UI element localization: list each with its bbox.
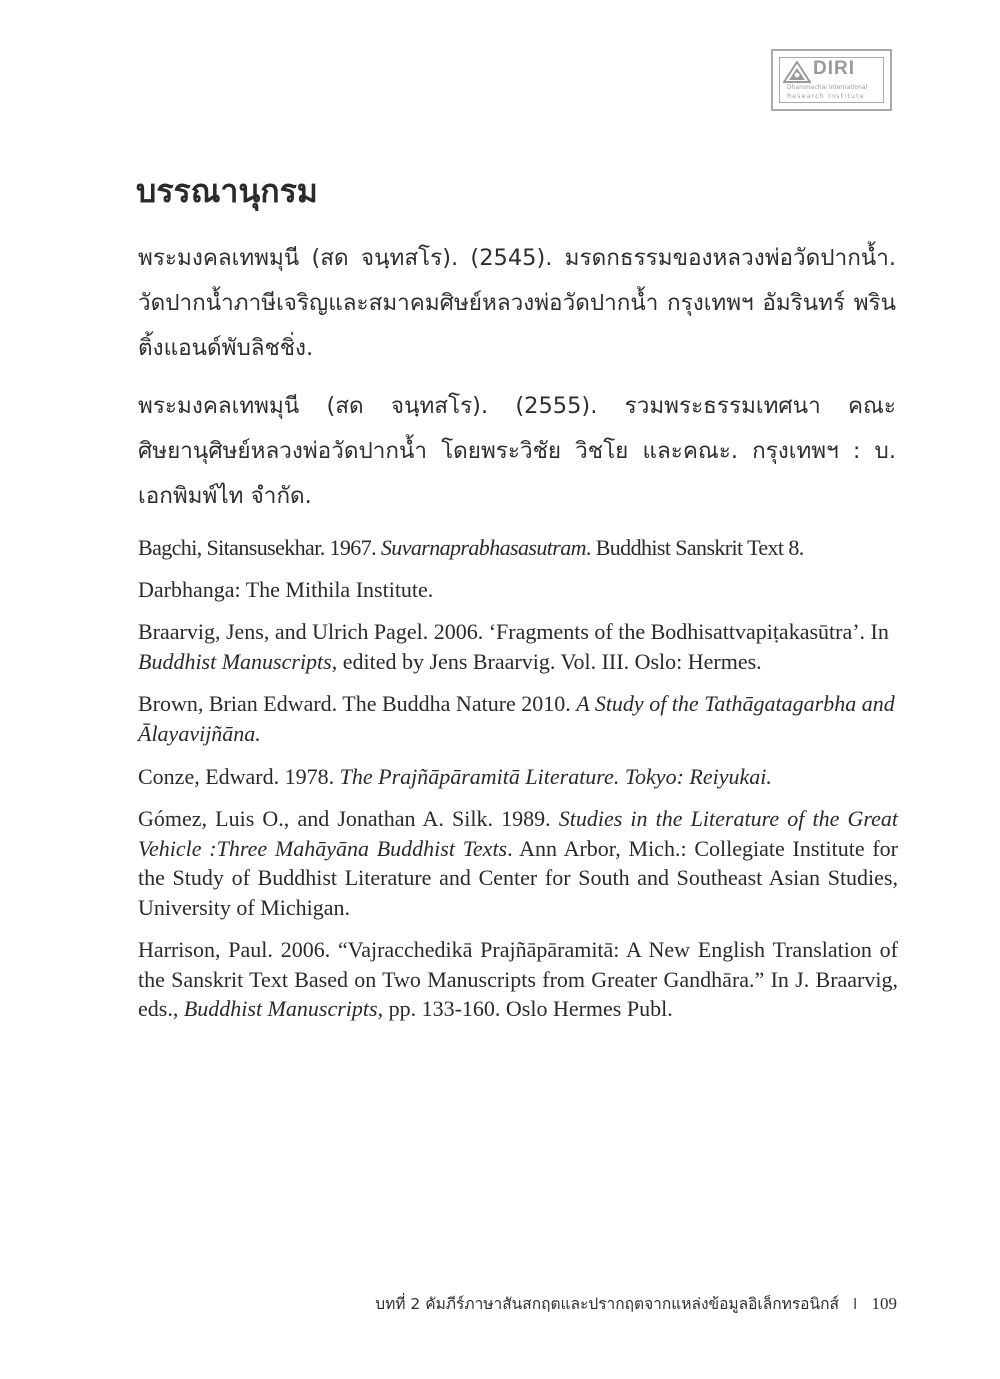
reference-harrison bbox=[138, 935, 898, 1024]
logo-line-2: Research Institute bbox=[787, 93, 865, 100]
reference-text: Conze, Edward. 1978. bbox=[138, 764, 340, 789]
footer-separator: I bbox=[852, 1295, 858, 1313]
reference-gomez bbox=[138, 804, 898, 922]
thai-reference-1: พระมงคลเทพมุนี (สด จนฺทสโร). (2545). มรดกธรรมของหลวงพ่อวัดปากน้ำ. วัดปากน้ำภาษีเจริญและสมาคมศิษย์หลวงพ่อวัดปากน้ำ กรุงเทพฯ อัมรินทร์ พรินติ้งแอนด์พับลิชชิ่ง. bbox=[138, 245, 896, 361]
reference-conze bbox=[138, 762, 898, 792]
reference-text: Gómez, Luis O., and Jonathan A. Silk. 1989. bbox=[138, 806, 559, 831]
logo-acronym: DIRI bbox=[813, 58, 855, 79]
reference-title: A Study of the Tathāgatagarbha and Ālayavijñāna. bbox=[138, 691, 895, 746]
reference-text: , edited by Jens Braarvig. Vol. III. Oslo: Hermes. bbox=[331, 648, 762, 674]
reference-text: Bagchi, Sitansusekhar. 1967. bbox=[138, 535, 381, 560]
reference-text: , pp. 133-160. Oslo Hermes Publ. bbox=[377, 996, 673, 1021]
page-number: 109 bbox=[871, 1294, 897, 1313]
triangle-emblem-icon bbox=[783, 61, 811, 83]
page-footer bbox=[375, 1291, 897, 1316]
reference-darbhanga: Darbhanga: The Mithila Institute. bbox=[138, 577, 434, 602]
reference-brown bbox=[138, 689, 898, 748]
reference-text: . Buddhist Sanskrit Text 8. bbox=[585, 535, 804, 560]
reference-text: Brown, Brian Edward. The Buddha Nature 2010. bbox=[138, 691, 577, 716]
chapter-title: บทที่ 2 คัมภีร์ภาษาสันสกฤตและปรากฤตจากแหล่งข้อมูลอิเล็กทรอนิกส์ bbox=[375, 1295, 839, 1313]
reference-title: Buddhist Manuscripts bbox=[183, 996, 378, 1021]
reference-text: Harrison, Paul. 2006. “Vajracchedikā Prajñāpāramitā: A New English Translation of the Sanskrit Text Based on Two Manuscripts from Greater Gandhāra.” In J. Braarvig, eds., bbox=[138, 937, 898, 1021]
reference-title: Buddhist Manuscripts bbox=[138, 648, 332, 674]
thai-reference-2: พระมงคลเทพมุนี (สด จนฺทสโร). (2555). รวมพระธรรมเทศนา คณะ ศิษยานุศิษย์หลวงพ่อวัดปากน้ำ โดยพระวิชัย วิชโย และคณะ. กรุงเทพฯ : บ. เอกพิมพ์ไท จำกัด. bbox=[138, 393, 896, 509]
reference-title: Studies in the Literature of the Great Vehicle :Three Mahāyāna Buddhist Texts bbox=[138, 806, 898, 861]
logo-line-1: Dhammachai International bbox=[787, 84, 868, 91]
diri-logo bbox=[771, 49, 892, 111]
reference-braarvig bbox=[138, 617, 898, 676]
reference-text: Braarvig, Jens, and Ulrich Pagel. 2006. ‘Fragments of the Bodhisattvapiṭakasūtra’. In bbox=[138, 619, 889, 644]
reference-bagchi bbox=[138, 533, 898, 563]
bibliography-heading: บรรณานุกรม bbox=[136, 172, 318, 210]
reference-title: Suvarnaprabhasasutram bbox=[380, 535, 586, 560]
reference-text: . Ann Arbor, Mich.: Collegiate Institute for the Study of Buddhist Literature and Center for South and Southeast Asian Studies, University of Michigan. bbox=[138, 835, 899, 920]
reference-title: The Prajñāpāramitā Literature. Tokyo: Reiyukai. bbox=[339, 764, 772, 789]
